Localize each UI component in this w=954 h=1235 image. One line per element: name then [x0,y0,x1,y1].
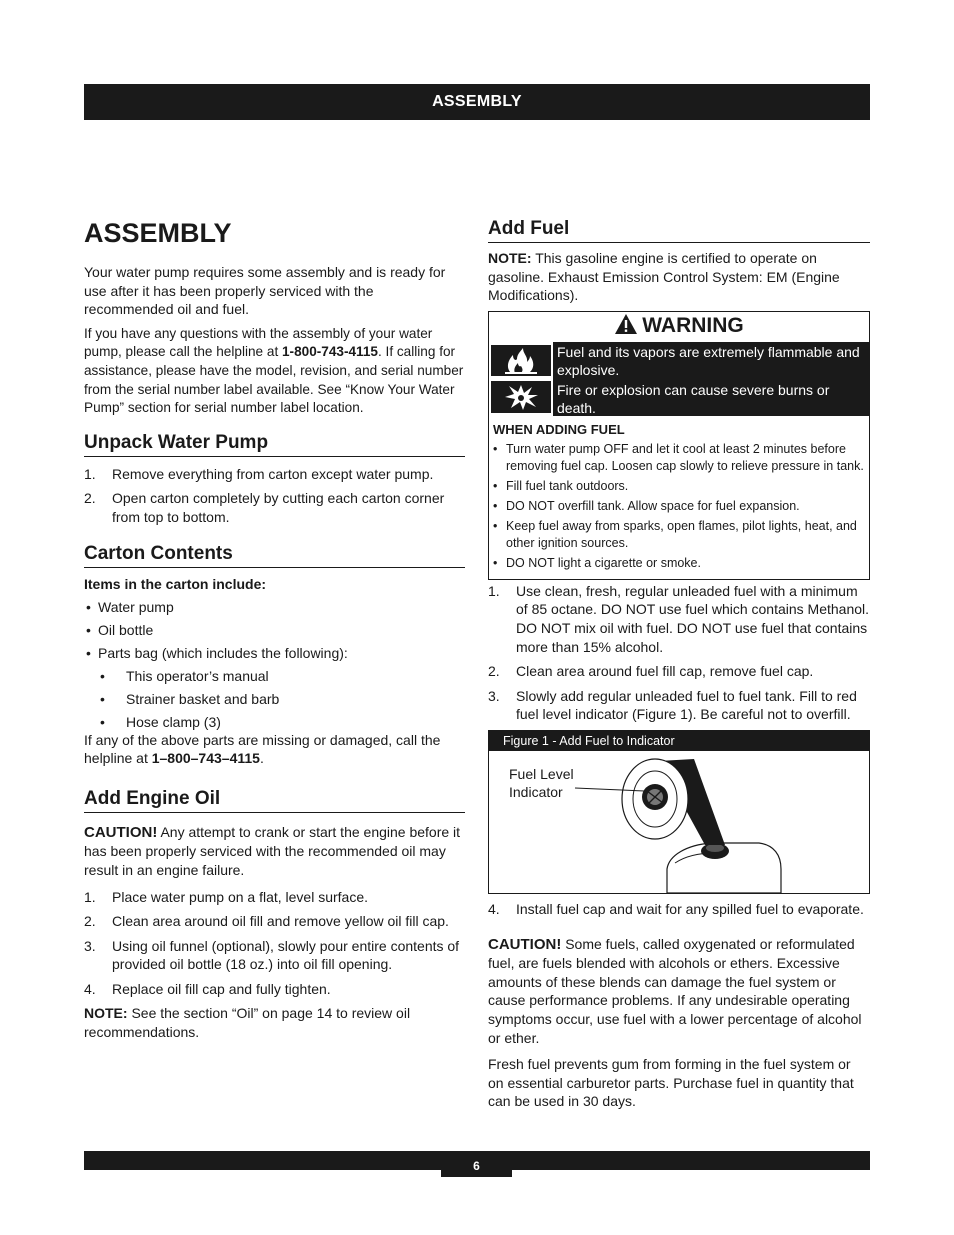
unpack-heading: Unpack Water Pump [84,432,465,457]
oil-step [84,888,465,907]
step-number: 4. [84,980,96,997]
step-number: 1. [84,888,96,905]
carton-contents-heading: Carton Contents [84,543,465,568]
right-column [488,214,870,1117]
missing-text-b: . [259,750,264,767]
fuel-caution-paragraph [488,935,870,1048]
warning-box [488,311,870,580]
flame-icon [490,344,552,378]
list-item: • This operator’s manual [84,667,465,685]
carton-items-label: Items in the carton include: [84,575,267,592]
fuel-step [488,687,870,724]
list-item: • Fill fuel tank outdoors. [493,478,865,495]
step-number: 2. [84,913,96,930]
section-header-title: ASSEMBLY [432,93,522,110]
list-item: • Hose clamp (3) [84,713,465,731]
hazard-text [553,342,869,416]
oil-note-paragraph [84,1004,465,1041]
step-text: Place water pump on a flat, level surface. [112,888,369,905]
step-text: Use clean, fresh, regular unleaded fuel with a minimum of 85 octane. DO NOT use fuel which contains Methanol. DO NOT mix oil with fuel. DO NOT use fuel that contains more than 15% alcohol. [516,582,870,655]
when-adding-fuel-label: WHEN ADDING FUEL [493,421,625,437]
figure-fuel-indicator [488,730,870,894]
step-number: 3. [84,937,96,954]
step-number: 2. [488,663,500,680]
parts-bag-list [84,667,465,731]
intro-paragraph: Your water pump requires some assembly and is ready for use after it has been properly serviced with the recommended oil and fuel. [84,264,446,318]
page-number: 6 [441,1151,512,1177]
list-item: • Turn water pump OFF and let it cool at least 2 minutes before removing fuel cap. Loosen cap slowly to relieve pressure in tank. [493,441,865,475]
oil-caution-paragraph [84,823,465,880]
fresh-fuel-paragraph: Fresh fuel prevents gum from forming in the fuel system or on essential carburetor parts. Purchase fuel in quantity that can be used in 30 days. [488,1056,854,1110]
list-item: • DO NOT overfill tank. Allow space for fuel expansion. [493,498,865,515]
figure-label-line: Fuel Level [509,765,574,782]
step-number: 2. [84,490,96,507]
list-item: • Parts bag (which includes the following): [84,644,465,662]
step-text: Using oil funnel (optional), slowly pour entire contents of provided oil bottle (18 oz.) into oil fill opening. [112,937,460,973]
figure-caption: Figure 1 - Add Fuel to Indicator [489,731,869,751]
explosion-icon [490,380,552,414]
step-text: Clean area around oil fill and remove yellow oil fill cap. [112,913,449,930]
list-item: • Oil bottle [84,621,465,639]
oil-steps [84,888,465,999]
caution-label: CAUTION! [84,823,158,841]
fuel-steps [488,582,870,724]
list-item: • Keep fuel away from sparks, open flames, pilot lights, heat, and other ignition sources. [493,518,865,552]
fuel-steps-continued [488,900,870,919]
list-item: • Strainer basket and barb [84,690,465,708]
hazard-flammable-text: Fuel and its vapors are extremely flammable and explosive. [557,343,860,379]
caution-label: CAUTION! [488,935,562,953]
helpline-text-b: . If calling for assistance, please have the model, revision, and serial number from the serial number label available. See “Know Your Water Pump” section for serial number label location. [84,344,464,416]
note-text: This gasoline engine is certified to operate on gasoline. Exhaust Emission Control System: EM (Engine Modifications). [488,250,840,304]
warning-triangle-icon [614,313,638,343]
oil-step [84,980,465,999]
missing-phone: 1–800–743–4115 [151,750,260,767]
list-item: • Water pump [84,598,465,616]
fuel-step [488,900,870,919]
warning-title-text: WARNING [642,313,744,337]
hazard-explosion-text: Fire or explosion can cause severe burns or death. [557,381,830,417]
note-text: See the section “Oil” on page 14 to review oil recommendations. [84,1005,411,1041]
left-column [84,214,465,1048]
fuel-note-paragraph [488,249,870,305]
fuel-step [488,662,870,681]
step-text: Clean area around fuel fill cap, remove fuel cap. [516,663,814,680]
warning-list [489,441,869,579]
note-label: NOTE: [488,250,532,266]
caution-text: Any attempt to crank or start the engine before it has been properly serviced with the recommended oil may result in an engine failure. [84,823,461,878]
helpline-paragraph [84,325,465,418]
footer-bar-left [84,1151,442,1170]
hazard-row [489,342,869,416]
warning-title [489,312,869,342]
step-text: Remove everything from carton except water pump. [112,465,434,482]
figure-label-line: Indicator [509,783,563,800]
fuel-step [488,582,870,656]
caution-text: Some fuels, called oxygenated or reformulated fuel, are fuels blended with alcohols or ethers. Excessive amounts of these blends can damage the fuel system or cause performance problems. If any undesirable operating symptoms occur, use fuel with a lower percentage of alcohol or ether. [488,935,862,1046]
step-number: 3. [488,687,500,704]
step-number: 1. [84,465,96,482]
helpline-text-a: If you have any questions with the assembly of your water pump, please call the helpline at [84,325,433,360]
fuel-level-indicator-label [509,765,574,801]
footer-bar-right [512,1151,870,1170]
hazard-icons [489,342,553,416]
step-number: 1. [488,582,500,599]
helpline-phone: 1-800-743-4115 [282,344,378,360]
unpack-steps [84,465,465,527]
missing-parts-paragraph [84,731,465,768]
add-fuel-heading: Add Fuel [488,218,870,243]
note-label: NOTE: [84,1005,128,1022]
step-number: 4. [488,900,500,917]
oil-step [84,937,465,974]
page-title: ASSEMBLY [84,218,232,248]
oil-step [84,912,465,931]
section-header-bar [84,84,870,120]
step-text: Install fuel cap and wait for any spilled fuel to evaporate. [516,900,864,917]
step-text: Slowly add regular unleaded fuel to fuel tank. Fill to red fuel level indicator (Figure 1). Be careful not to overfill. [516,687,857,723]
unpack-step [84,465,465,484]
missing-text-a: If any of the above parts are missing or damaged, call the helpline at [84,731,441,767]
step-text: Replace oil fill cap and fully tighten. [112,980,331,997]
add-engine-oil-heading: Add Engine Oil [84,788,465,813]
unpack-step [84,489,465,526]
list-item: • DO NOT light a cigarette or smoke. [493,555,865,572]
step-text: Open carton completely by cutting each carton corner from top to bottom. [112,490,445,525]
carton-items-list [84,598,465,662]
